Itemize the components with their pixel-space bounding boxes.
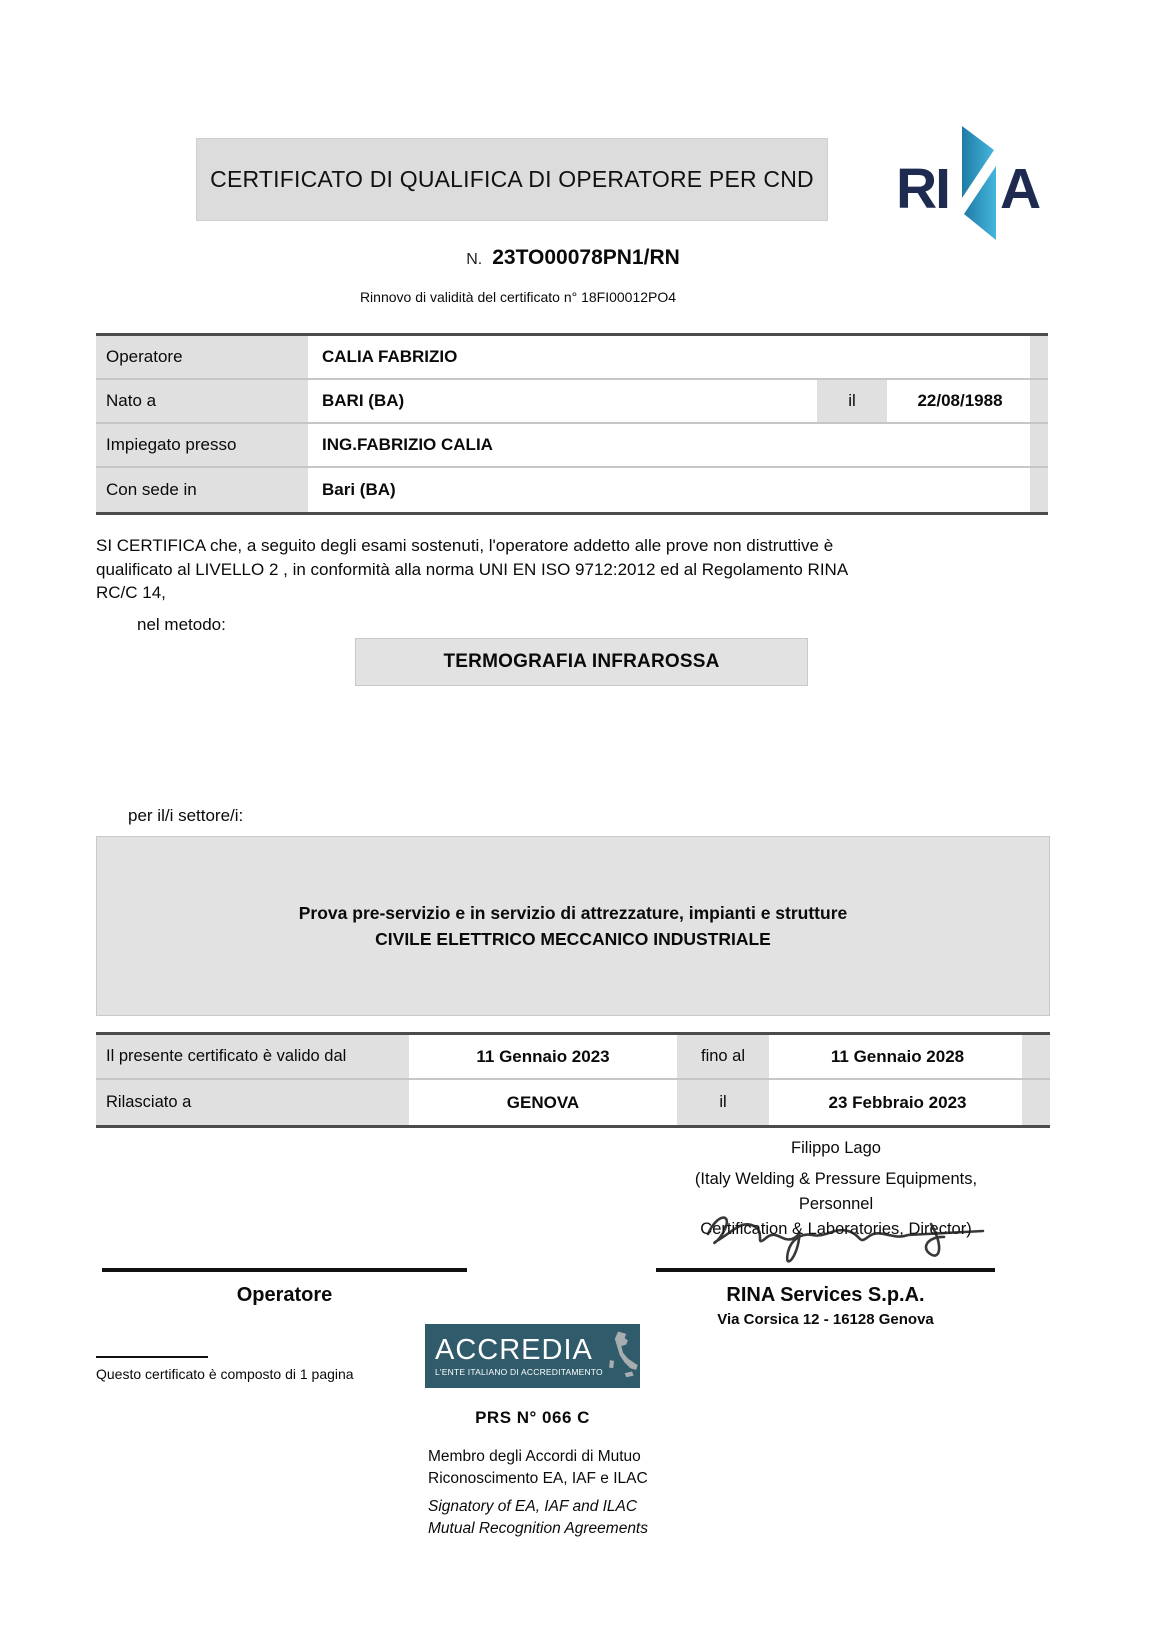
- prs-number: PRS N° 066 C: [475, 1408, 590, 1427]
- row-value: Bari (BA): [308, 468, 1030, 512]
- row-label-secondary: il: [817, 380, 887, 422]
- row-strip: [1030, 424, 1048, 466]
- rina-letters-ri: RI: [896, 157, 949, 221]
- sector-box: [96, 836, 1050, 1016]
- row-label: Nato a: [96, 380, 308, 422]
- membership-line: Membro degli Accordi di Mutuo: [428, 1448, 641, 1465]
- row-label: Il presente certificato è valido dal: [96, 1035, 409, 1078]
- table-row: [96, 336, 1048, 380]
- page-count-note: Questo certificato è composto di 1 pagina: [96, 1366, 354, 1382]
- sector-line: Prova pre-servizio e in servizio di attrezzature, impianti e strutture: [298, 903, 848, 923]
- row-strip: [1030, 336, 1048, 378]
- rina-letter-a: A: [1000, 157, 1042, 221]
- operator-caption: Operatore: [236, 1284, 333, 1306]
- signatory-line: Signatory of EA, IAF and ILAC: [428, 1498, 638, 1515]
- table-row: [96, 468, 1048, 512]
- certification-statement: [96, 534, 1056, 605]
- statement-line: qualificato al LIVELLO 2 , in conformità alla norma UNI EN ISO 9712:2012 ed al Regolamento RINA: [96, 559, 849, 579]
- table-row: [96, 1080, 1050, 1125]
- accredia-title: ACCREDIA: [435, 1334, 593, 1366]
- rina-logo: [896, 122, 1048, 242]
- validity-table: [96, 1032, 1050, 1128]
- row-label-secondary: fino al: [677, 1035, 769, 1078]
- statement-line: RC/C 14,: [96, 583, 166, 602]
- row-label-secondary: il: [677, 1080, 769, 1125]
- company-signature-line: [656, 1268, 995, 1272]
- accredia-subtitle: L'ENTE ITALIANO DI ACCREDITAMENTO: [435, 1367, 603, 1377]
- certificate-title-box: [196, 138, 828, 221]
- table-row: [96, 424, 1048, 468]
- membership-note: [428, 1446, 648, 1490]
- row-label: Impiegato presso: [96, 424, 308, 466]
- italy-map-icon: [605, 1329, 641, 1383]
- company-name: RINA Services S.p.A.: [726, 1284, 925, 1306]
- company-block: [656, 1284, 995, 1328]
- valid-until-date: 11 Gennaio 2028: [773, 1035, 1022, 1078]
- number-label: N.: [466, 251, 483, 268]
- signatory-note: [428, 1496, 648, 1540]
- issue-date: 23 Febbraio 2023: [773, 1080, 1022, 1125]
- table-row: [96, 380, 1048, 424]
- certificate-title: CERTIFICATO DI QUALIFICA DI OPERATORE PER CND: [210, 166, 814, 192]
- signer-role-line: (Italy Welding & Pressure Equipments,: [694, 1170, 978, 1188]
- membership-line: Riconoscimento EA, IAF e ILAC: [428, 1470, 648, 1487]
- operator-signature-line: [102, 1268, 467, 1272]
- valid-from-date: 11 Gennaio 2023: [413, 1035, 673, 1078]
- method-box: [355, 638, 808, 686]
- row-label: Operatore: [96, 336, 308, 378]
- operator-table: [96, 333, 1048, 515]
- signer-role-line: Personnel: [798, 1195, 874, 1213]
- row-strip: [1030, 380, 1048, 422]
- accredia-logo: [425, 1324, 640, 1388]
- signer-name: Filippo Lago: [791, 1139, 881, 1157]
- row-strip: [1022, 1035, 1050, 1078]
- renewal-note: Rinnovo di validità del certificato n° 18FI00012PO4: [359, 289, 677, 305]
- method-label: nel metodo:: [137, 615, 226, 634]
- row-value: BARI (BA): [308, 380, 814, 422]
- row-value: CALIA FABRIZIO: [308, 336, 1030, 378]
- statement-line: SI CERTIFICA che, a seguito degli esami sostenuti, l'operatore addetto alle prove non distruttive è: [96, 536, 834, 555]
- certificate-number: 23TO00078PN1/RN: [492, 246, 680, 269]
- row-label: Con sede in: [96, 468, 308, 512]
- signer-role-line: Certification & Laboratories, Director): [700, 1220, 972, 1238]
- row-label: Rilasciato a: [96, 1080, 409, 1125]
- method-name: TERMOGRAFIA INFRAROSSA: [443, 651, 720, 672]
- signatory-line: Mutual Recognition Agreements: [428, 1520, 648, 1537]
- sector-line: CIVILE ELETTRICO MECCANICO INDUSTRIALE: [375, 929, 771, 949]
- row-value: ING.FABRIZIO CALIA: [308, 424, 1030, 466]
- certificate-number-row: [96, 246, 1050, 270]
- company-address: Via Corsica 12 - 16128 Genova: [717, 1311, 934, 1328]
- accredia-text: [435, 1335, 603, 1377]
- sector-label: per il/i settore/i:: [128, 806, 244, 825]
- handwritten-signature: [700, 1198, 990, 1270]
- page-note-line: [96, 1356, 208, 1358]
- table-row: [96, 1035, 1050, 1080]
- issue-place: GENOVA: [413, 1080, 673, 1125]
- row-strip: [1030, 468, 1048, 512]
- row-strip: [1022, 1080, 1050, 1125]
- row-value-secondary: 22/08/1988: [890, 380, 1030, 422]
